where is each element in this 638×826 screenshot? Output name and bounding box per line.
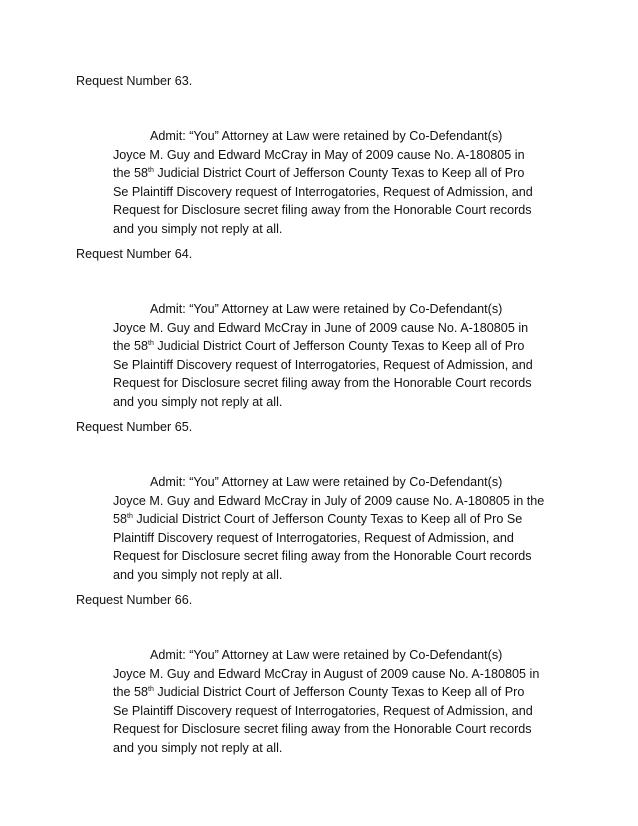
request-text-line: Joyce M. Guy and Edward McCray in August of 2009 cause No. A-180805 in: [113, 666, 540, 681]
ordinal-superscript: th: [148, 340, 154, 348]
ordinal-superscript: th: [127, 513, 133, 521]
request-text-line: and you simply not reply at all.: [113, 741, 283, 755]
request-text-line: Plaintiff Discovery request of Interrogatories, Request of Admission, and: [113, 530, 514, 545]
request-text-line: Request for Disclosure secret filing away from the Honorable Court records: [113, 376, 532, 391]
request-text-line: [113, 338, 524, 355]
request-text-line: Request for Disclosure secret filing away from the Honorable Court records: [113, 203, 532, 218]
request-text-line: Admit: “You” Attorney at Law were retained by Co-Defendant(s): [150, 475, 503, 489]
line-text-before: the 58: [113, 166, 149, 181]
request-text-line: [113, 511, 522, 528]
request-text-line: Se Plaintiff Discovery request of Interrogatories, Request of Admission, and: [113, 357, 533, 372]
request-text-line: Admit: “You” Attorney at Law were retained by Co-Defendant(s): [150, 129, 503, 143]
request-heading: Request Number 63.: [76, 74, 193, 88]
request-text-line: Joyce M. Guy and Edward McCray in June of 2009 cause No. A-180805 in: [113, 320, 529, 335]
request-text-line: Admit: “You” Attorney at Law were retained by Co-Defendant(s): [150, 648, 503, 662]
line-text-after: Judicial District Court of Jefferson County Texas to Keep all of Pro: [153, 685, 525, 700]
request-text-line: Request for Disclosure secret filing away from the Honorable Court records: [113, 549, 532, 564]
line-text-before: 58: [113, 512, 128, 527]
ordinal-superscript: th: [148, 167, 154, 175]
request-text-line: Admit: “You” Attorney at Law were retained by Co-Defendant(s): [150, 302, 503, 316]
request-heading: Request Number 66.: [76, 593, 193, 607]
request-text-line: [113, 684, 524, 701]
request-text-line: [113, 165, 524, 182]
request-text-line: and you simply not reply at all.: [113, 222, 283, 236]
line-text-before: the 58: [113, 339, 149, 354]
line-text-after: Judicial District Court of Jefferson County Texas to Keep all of Pro: [153, 166, 525, 181]
request-heading: Request Number 64.: [76, 247, 193, 261]
line-text-before: the 58: [113, 685, 149, 700]
line-text-after: Judicial District Court of Jefferson County Texas to Keep all of Pro Se: [132, 512, 523, 527]
request-text-line: Request for Disclosure secret filing away from the Honorable Court records: [113, 722, 532, 737]
request-text-line: Se Plaintiff Discovery request of Interrogatories, Request of Admission, and: [113, 184, 533, 199]
request-text-line: Joyce M. Guy and Edward McCray in July of 2009 cause No. A-180805 in the: [113, 493, 545, 508]
ordinal-superscript: th: [148, 686, 154, 694]
line-text-after: Judicial District Court of Jefferson County Texas to Keep all of Pro: [153, 339, 525, 354]
request-text-line: Joyce M. Guy and Edward McCray in May of 2009 cause No. A-180805 in: [113, 147, 525, 162]
request-heading: Request Number 65.: [76, 420, 193, 434]
request-text-line: and you simply not reply at all.: [113, 395, 283, 409]
request-text-line: and you simply not reply at all.: [113, 568, 283, 582]
request-text-line: Se Plaintiff Discovery request of Interrogatories, Request of Admission, and: [113, 703, 533, 718]
